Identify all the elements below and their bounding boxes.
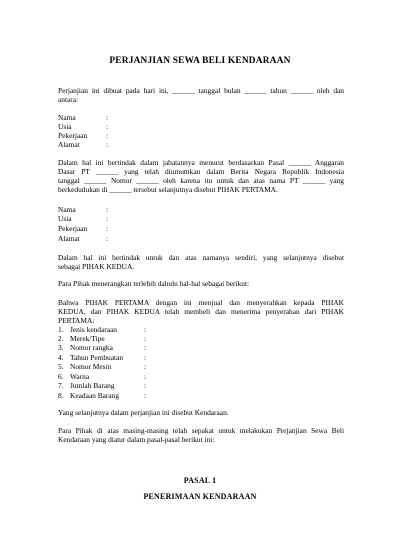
item-number: 3.: [58, 343, 64, 352]
party1-field-colon: :: [106, 131, 109, 140]
intro-line-2: antara:: [58, 95, 79, 104]
party2-field-colon: :: [106, 234, 109, 243]
item-label: Merek/Tipe: [70, 334, 105, 343]
agreement-text-line: KEDUA, dan PIHAK KEDUA telah membeli dan menerima penyerahan dari PIHAK: [58, 307, 344, 316]
item-label: Jenis kendaraan: [70, 325, 117, 334]
item-number: 8.: [58, 391, 64, 400]
item-colon: :: [144, 381, 147, 390]
party2-field-label: Pekerjaan: [58, 224, 88, 233]
explain-line: Para Pihak menerangkan terlebih dahulu hal-hal sebagai berikut:: [58, 279, 250, 288]
document-title: PERJANJIAN SEWA BELI KENDARAAN: [109, 56, 291, 66]
item-number: 2.: [58, 334, 64, 343]
item-colon: :: [144, 372, 147, 381]
item-number: 6.: [58, 372, 64, 381]
item-colon: :: [144, 325, 147, 334]
party2-field-colon: :: [106, 214, 109, 223]
agreement-text-line: PERTAMA:: [58, 316, 95, 325]
pasal-number: PASAL 1: [183, 476, 217, 485]
party1-text-line: Dasar PT ______ yang telah diumumkan dalam Berita Negara Republik Indonesia: [58, 167, 344, 176]
item-colon: :: [144, 391, 147, 400]
item-label: Nomor Mesin: [70, 362, 112, 371]
after-items-line: Yang selanjutnya dalam perjanjian ini disebut Kendaraan.: [58, 408, 229, 417]
party1-field-label: Pekerjaan: [58, 131, 88, 140]
party1-field-label: Nama: [58, 113, 76, 122]
item-label: Warna: [70, 372, 90, 381]
item-number: 1.: [58, 325, 64, 334]
intro-line-1: Perjanjian ini dibuat pada hari ini, ______ tanggal bulan ______ tahun ______ oleh dan: [58, 86, 344, 95]
party1-text-line: Dalam hal ini bertindak dalam jabatannya menurut berdasarkan Pasal ______ Anggaran: [58, 158, 344, 167]
item-colon: :: [144, 334, 147, 343]
party1-field-label: Usia: [58, 122, 72, 131]
item-label: Tahun Pembuatan: [70, 353, 124, 362]
closing-text-line: Para Pihak di atas masing-masing telah sepakat untuk melakukan Perjanjian Sewa Beli: [58, 426, 344, 435]
party1-field-colon: :: [106, 122, 109, 131]
item-colon: :: [144, 353, 147, 362]
party1-text-line: berkedudukan di ______ tersebut selanjutnya disebut PIHAK PERTAMA.: [58, 185, 278, 194]
item-colon: :: [144, 343, 147, 352]
party1-field-colon: :: [106, 113, 109, 122]
party2-field-label: Nama: [58, 205, 76, 214]
party2-field-colon: :: [106, 205, 109, 214]
item-number: 4.: [58, 353, 64, 362]
item-label: Nomor rangka: [70, 343, 113, 352]
party2-text-line: Dalam hal ini bertindak untuk dan atas namanya sendiri, yang selanjutnya disebut: [58, 253, 344, 262]
party1-field-label: Alamat: [58, 140, 80, 149]
agreement-text-line: Bahwa PIHAK PERTAMA dengan ini menjual dan menyerahkan kepada PIHAK: [58, 298, 344, 307]
closing-text-line: Kendaraan yang diatur dalam pasal-pasal berikut ini:: [58, 435, 215, 444]
party1-text-line: tanggal ______ Nomor ______ oleh karena itu untuk dan atas nama PT ______ yang: [58, 176, 344, 185]
item-label: Jumlah Barang: [70, 381, 115, 390]
party2-text-line: sebagai PIHAK KEDUA.: [58, 262, 135, 271]
item-label: Keadaan Barang: [70, 391, 120, 400]
party2-field-label: Alamat: [58, 234, 80, 243]
party2-field-colon: :: [106, 224, 109, 233]
party1-field-colon: :: [106, 140, 109, 149]
item-number: 7.: [58, 381, 64, 390]
item-number: 5.: [58, 362, 64, 371]
item-colon: :: [144, 362, 147, 371]
party2-field-label: Usia: [58, 214, 72, 223]
pasal-title: PENERIMAAN KENDARAAN: [143, 492, 257, 501]
